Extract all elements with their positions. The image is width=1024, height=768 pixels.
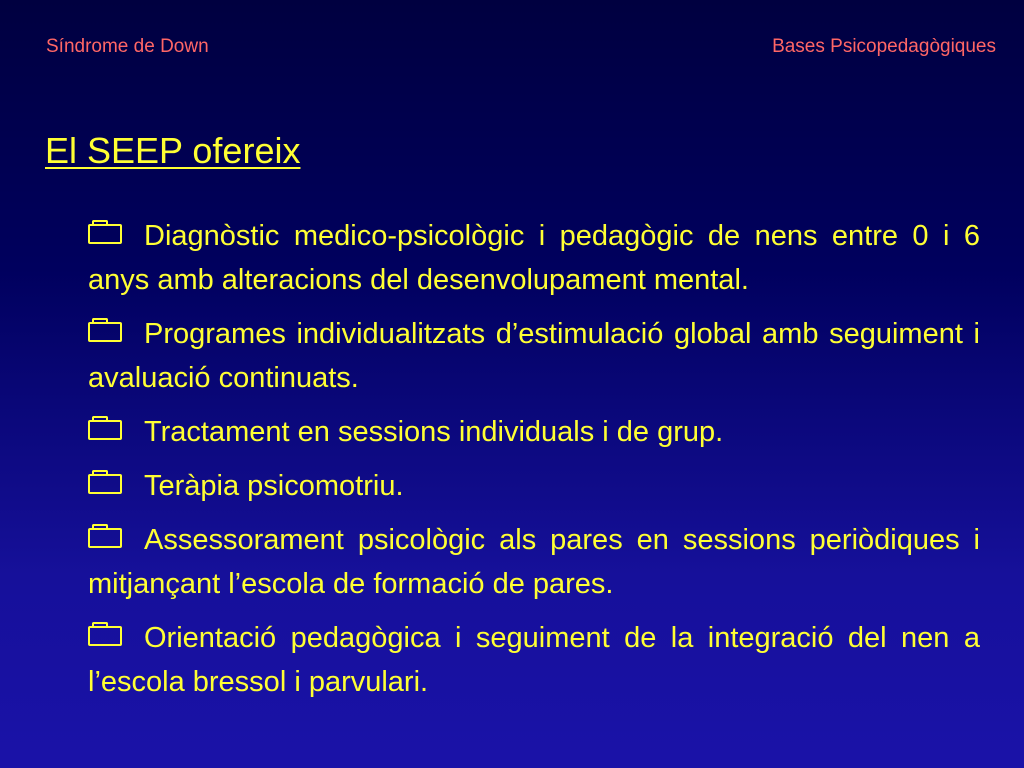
folder-icon <box>88 420 122 440</box>
list-item-text: Diagnòstic medico-psicològic i pedagògic de nens entre 0 i 6 anys amb alteracions del desenvolupament mental. <box>88 220 980 296</box>
folder-icon <box>88 528 122 548</box>
header-left-title: Síndrome de Down <box>46 36 209 57</box>
list-item-text: Teràpia psicomotriu. <box>144 470 404 502</box>
list-item <box>88 410 980 454</box>
list-item <box>88 464 980 508</box>
folder-icon <box>88 474 122 494</box>
folder-icon <box>88 224 122 244</box>
list-item-text: Assessorament psicològic als pares en sessions periòdiques i mitjançant l’escola de formació de pares. <box>88 524 980 600</box>
list-item <box>88 214 980 302</box>
list-item-text: Tractament en sessions individuals i de grup. <box>144 416 724 448</box>
list-item <box>88 616 980 704</box>
slide-title: El SEEP ofereix <box>45 130 301 171</box>
header-right-title: Bases Psicopedagògiques <box>772 36 996 57</box>
list-item-text: Programes individualitzats d’estimulació global amb seguiment i avaluació continuats. <box>88 318 980 394</box>
list-item <box>88 518 980 606</box>
list-item-text: Orientació pedagògica i seguiment de la integració del nen a l’escola bressol i parvulari. <box>88 622 980 698</box>
folder-icon <box>88 322 122 342</box>
bullet-list <box>88 214 980 714</box>
folder-icon <box>88 626 122 646</box>
list-item <box>88 312 980 400</box>
